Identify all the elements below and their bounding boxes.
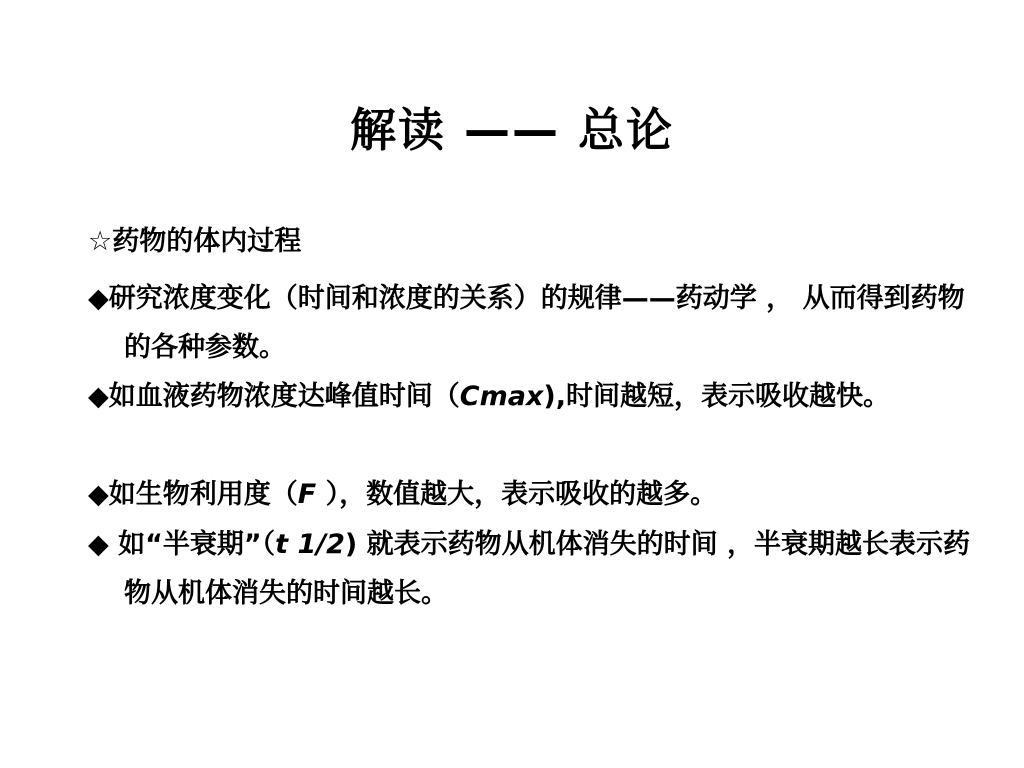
title-dash: —— — [464, 103, 560, 157]
bullet-symbol: Cmax — [459, 381, 544, 412]
bullet-marker: ◆ — [88, 283, 109, 314]
bullet-text: 研究浓度变化（时间和浓度的关系）的规律——药动学 ， 从而得到药物的各种参数。 — [108, 283, 965, 363]
bullet-symbol: F — [297, 479, 317, 510]
section-heading: ☆药物的体内过程 — [88, 226, 302, 257]
slide-title — [0, 98, 1024, 162]
bullet-text-after: ) 就表示药物从机体消失的时间 ，半衰期越长表示药物从机体消失的时间越长。 — [124, 529, 971, 609]
bullet-item — [88, 372, 984, 421]
bullet-item — [88, 274, 984, 372]
bullet-text-before: 如血液药物浓度达峰值时间（ — [108, 381, 460, 412]
bullet-marker: ◆ — [88, 529, 119, 560]
bullet-text-after: ），数值越大，表示吸收的越多。 — [316, 479, 718, 510]
title-right: 总论 — [578, 103, 674, 157]
bullet-text-after: ),时间越短，表示吸收越快。 — [543, 381, 890, 412]
bullet-item — [88, 520, 984, 618]
bullet-text-before: 如生物利用度（ — [108, 479, 298, 510]
title-left: 解读 — [350, 103, 446, 157]
bullet-marker: ◆ — [88, 381, 109, 412]
bullet-marker: ◆ — [88, 479, 109, 510]
bullet-text-before: 如“半衰期”（ — [118, 529, 276, 560]
bullet-item — [88, 470, 984, 519]
bullet-symbol: t 1/2 — [275, 529, 345, 560]
